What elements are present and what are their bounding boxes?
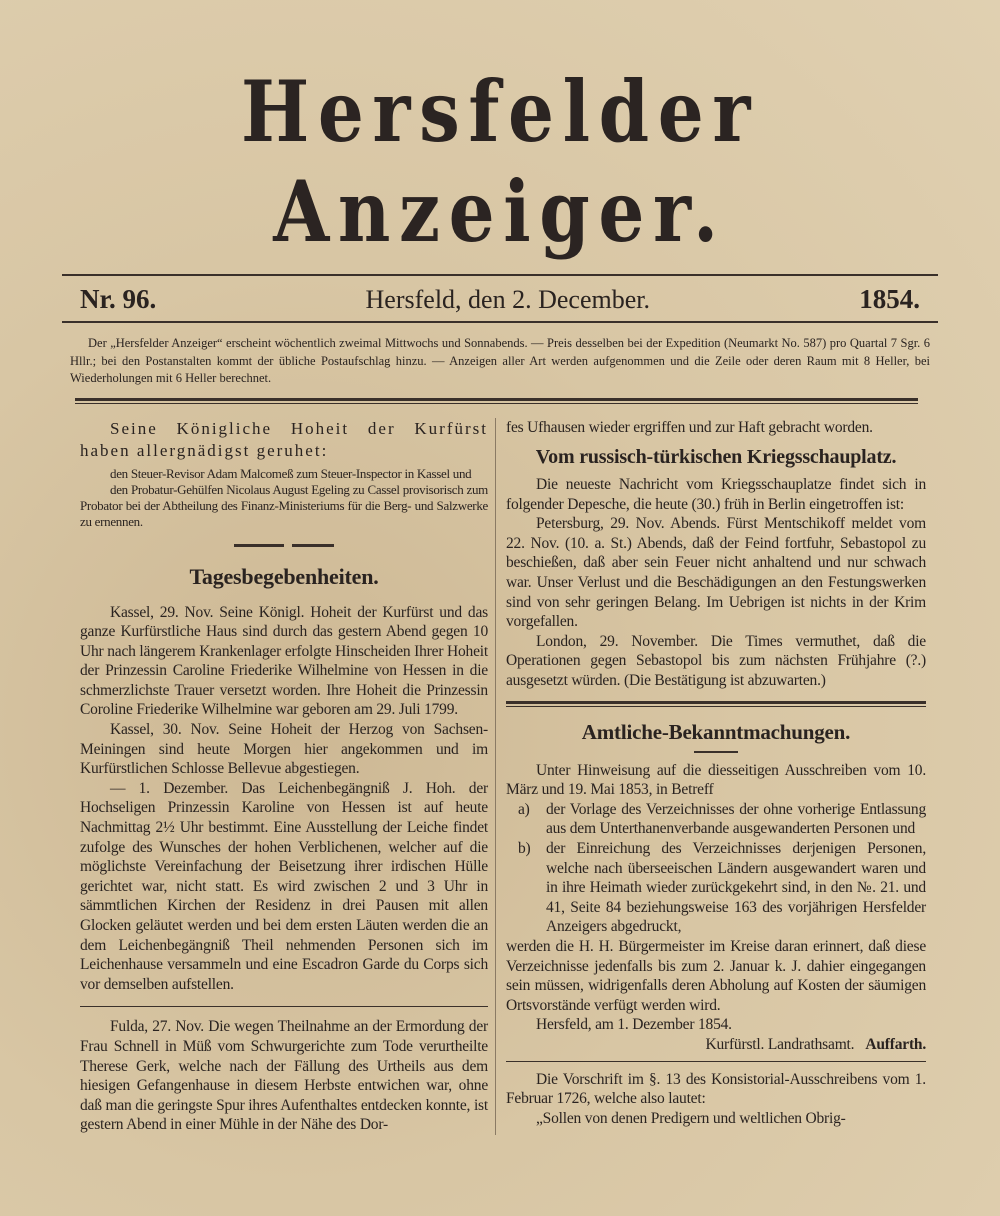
columns	[62, 418, 938, 1135]
ornament-rule-left	[234, 544, 284, 547]
section-heading-official: Amtliche-Bekanntmachungen.	[581, 719, 851, 744]
official-item-a	[506, 800, 926, 839]
appointment-item: den Probatur-Gehülfen Nicolaus August Egeling zu Cassel provisorisch zum Probator bei der Abtheilung des Finanz-Ministeriums für die Berg- und Salzwerke zu ernennen.	[80, 481, 488, 529]
news-paragraph: Kassel, 30. Nov. Seine Hoheit der Herzog von Sachsen-Meiningen sind heute Morgen hier angekommen und im Kurfürstlichen Schlosse Bellevue abgestiegen.	[80, 721, 488, 778]
issue-year: 1854.	[859, 284, 920, 314]
left-column	[80, 418, 495, 1135]
continuation-paragraph: fes Ufhausen wieder ergriffen und zur Haft gebracht worden.	[506, 418, 873, 436]
section-rule	[506, 701, 926, 704]
column-divider	[495, 418, 496, 1135]
appointment-item: den Steuer-Revisor Adam Malcomeß zum Steuer-Inspector in Kassel und	[110, 465, 472, 481]
dateline: Hersfeld, den 2. December.	[365, 285, 650, 314]
section-heading-news: Tagesbegebenheiten.	[189, 563, 379, 589]
issue-line	[62, 276, 938, 321]
item-label: b)	[518, 840, 531, 857]
news-paragraph: Fulda, 27. Nov. Die wegen Theilnahme an der Ermordung der Frau Schnell in Müß vom Schwurgerichte zum Tode verurtheilte Therese Gerk, welche nach der Fällung des Urtheils aus dem hiesigen Gefangenhause in diesem Herbste entwichen war, ohne daß man die geringste Spur ihres Aufenthaltes entdecken konnte, ist gestern Abend in einer Mühle in der Nähe des Dor-	[80, 1018, 488, 1134]
item-label: a)	[518, 800, 530, 818]
war-paragraph: Petersburg, 29. Nov. Abends. Fürst Mentschikoff meldet vom 22. Nov. (10. a. St.) Abends, daß der Feind fortfuhr, Sebastopol zu beschießen, daß aber sein Feuer nicht anhaltend und nur schwach war. Unser Verlust und die Beschädigungen an den Festungswerken sind von sehr geringen Belang. Im Uebrigen ist nichts in der Krim vorgefallen.	[506, 515, 926, 631]
official-body: werden die H. H. Bürgermeister im Kreise daran erinnert, daß diese Verzeichnisse jedenfalls bis zum 2. Januar k. J. dahier eingegangen sein müssen, widrigenfalls deren Abholung auf Kosten der säumigen Ortsvorstände verfügt werden wird.	[506, 937, 926, 1014]
consistory-paragraph: Die Vorschrift im §. 13 des Konsistorial-Ausschreibens vom 1. Februar 1726, welche also lautet:	[506, 1070, 926, 1108]
right-column	[506, 418, 926, 1129]
item-text: der Vorlage des Verzeichnisses der ohne vorherige Entlassung aus dem Unterthanenverbande ausgewanderten Personen und	[546, 800, 926, 838]
header-double-rule-1	[75, 398, 918, 401]
official-intro: Unter Hinweisung auf die diesseitigen Ausschreiben vom 10. März und 19. Mai 1853, in Betreff	[506, 761, 926, 799]
item-text: der Einreichung des Verzeichnisses derjenigen Personen, welche nach überseeischen Ländern ausgewandert waren und in ihre Heimath wieder zurückgekehrt sind, in den №. 21. und 41, Seite 84 beziehungsweise 163 des vorjährigen Hersfelder Anzeigers abgedruckt,	[546, 840, 926, 936]
official-office: Kurfürstl. Landrathsamt.	[705, 1035, 855, 1053]
appointment-intro: Seine Königliche Hoheit der Kurfürst haben allergnädigst geruhet:	[80, 418, 488, 460]
issue-number: Nr. 96.	[80, 284, 157, 314]
official-signature-line	[506, 1035, 926, 1055]
news-paragraph: — 1. Dezember. Das Leichenbegängniß J. Hoh. der Hochseligen Prinzessin Karoline von Hessen ist auf heute Nachmittag 2½ Uhr bestimmt. Eine Ausstellung der Leiche findet zufolge des Wunsches der hohen Verblichenen, welcher auf die möglichste Vereinfachung der Beisetzung ihrer irdischen Hülle gerichtet war, nicht statt. Es wird zwischen 2 und 3 Uhr in sämmtlichen Kirchen der Residenz in drei Pausen mit allen Glocken geläutet werden und bei dem ersten Läuten werden die an dem Leichenbegängniß Theil nehmenden Personen sich im Leichenhause versammeln und eine Escadron Garde du Corps sich vor demselben aufstellen.	[80, 779, 488, 993]
section-heading-war: Vom russisch-türkischen Kriegsschauplatz.	[535, 446, 897, 469]
ornament-rule-right	[292, 544, 334, 547]
official-place-date: Hersfeld, am 1. Dezember 1854.	[536, 1016, 732, 1034]
article-divider	[80, 1006, 488, 1007]
newspaper-title: Hersfelder Anzeiger.	[241, 62, 759, 261]
war-paragraph: Die neueste Nachricht vom Kriegsschauplatze findet sich in folgender Depesche, die heute (30.) früh in Berlin eingetroffen ist:	[506, 476, 926, 513]
heading-underline	[694, 751, 738, 753]
publication-notice: Der „Hersfelder Anzeiger“ erscheint wöchentlich zweimal Mittwochs und Sonnabends. — Preis desselben bei der Expedition (Neumarkt No. 587) pro Quartal 7 Sgr. 6 Hllr.; bei den Postanstalten kommt der übliche Postaufschlag hinzu. — Anzeigen aller Art werden aufgenommen und die Zeile oder deren Raum mit 8 Heller, bei Wiederholungen mit 6 Heller berechnet.	[70, 336, 930, 385]
official-item-b	[506, 839, 926, 937]
consistory-quote: „Sollen von denen Predigern und weltlichen Obrig-	[536, 1109, 846, 1127]
article-divider	[506, 1061, 926, 1062]
masthead-rule-bottom	[62, 321, 938, 323]
section-rule-thin	[506, 706, 926, 707]
ornament-rule	[80, 544, 488, 547]
header-double-rule-2	[75, 403, 918, 404]
official-signature: Auffarth.	[865, 1035, 926, 1053]
war-paragraph: London, 29. November. Die Times vermuthet, daß die Operationen gegen Sebastopol bis zum nächsten Frühjahre (?.) ausgesetzt würden. (Die Bestätigung ist abzuwarten.)	[506, 632, 926, 690]
news-paragraph: Kassel, 29. Nov. Seine Königl. Hoheit der Kurfürst und das ganze Kurfürstliche Haus sind durch das gestern Abend gegen 10 Uhr nach längerem Krankenlager erfolgte Hinscheiden Ihrer Hoheit der Prinzessin Caroline Friederike Wilhelmine von Hessen in die schmerzlichste Trauer versetzt worden. Ihre Hoheit die Prinzessin Coroline Friederike Wilhelmine war geboren am 29. Juli 1799.	[80, 603, 488, 719]
